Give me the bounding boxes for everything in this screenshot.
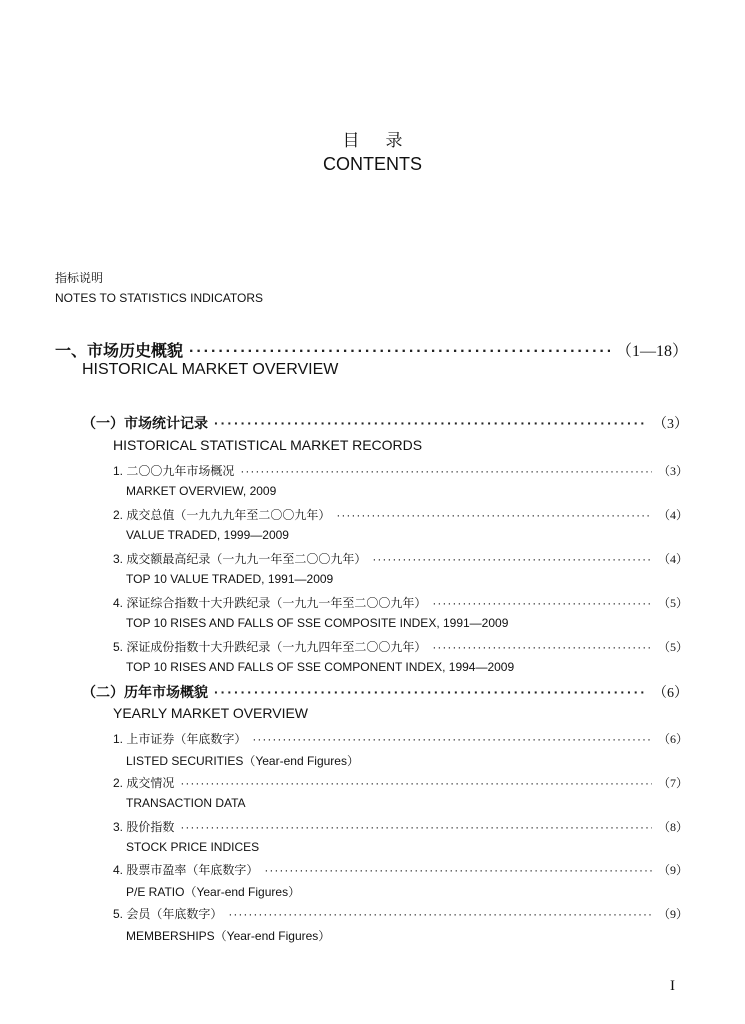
toc-page: （7） (657, 776, 688, 790)
toc-page: （6） (657, 732, 688, 746)
dot-leader (432, 596, 652, 610)
toc-label-en: TOP 10 VALUE TRADED, 1991—2009 (126, 572, 334, 586)
toc-label: 5. 深证成份指数十大升跌纪录（一九九四年至二〇〇九年） (113, 640, 427, 654)
dot-leader (336, 508, 652, 522)
toc-label-en: TOP 10 RISES AND FALLS OF SSE COMPONENT INDEX, 1994—2009 (126, 660, 515, 674)
toc-label: 一、市场历史概貌 (55, 343, 184, 360)
dot-leader (180, 820, 652, 834)
notes-title-cn: 指标说明 (55, 271, 104, 285)
toc-page: （4） (657, 552, 688, 566)
toc-label: 3. 成交额最高纪录（一九九一年至二〇〇九年） (113, 552, 367, 566)
toc-item[interactable] (113, 462, 688, 479)
toc-label-en: HISTORICAL MARKET OVERVIEW (82, 361, 339, 378)
toc-item[interactable] (113, 861, 688, 878)
toc-label-en: P/E RATIO（Year-end Figures） (126, 885, 301, 899)
toc-label: 4. 股票市盈率（年底数字） (113, 863, 259, 877)
toc-page: （5） (657, 596, 688, 610)
dot-leader (214, 684, 647, 700)
toc-item[interactable] (113, 506, 688, 523)
toc-label: （二）历年市场概貌 (82, 684, 208, 700)
toc-label-en: MEMBERSHIPS（Year-end Figures） (126, 929, 331, 943)
toc-label-en: VALUE TRADED, 1999—2009 (126, 528, 289, 542)
toc-label-en: TRANSACTION DATA (126, 796, 246, 810)
dot-leader (180, 776, 652, 790)
dot-leader (252, 732, 652, 746)
toc-label-en: TOP 10 RISES AND FALLS OF SSE COMPOSITE INDEX, 1991—2009 (126, 616, 509, 630)
toc-label: 1. 二〇〇九年市场概况 (113, 464, 235, 478)
toc-entry-section-1[interactable] (55, 338, 688, 361)
toc-label-en: STOCK PRICE INDICES (126, 840, 260, 854)
toc-label: 2. 成交总值（一九九九年至二〇〇九年） (113, 508, 331, 522)
toc-label: 5. 会员（年底数字） (113, 907, 223, 921)
dot-leader (214, 415, 647, 431)
page-title-en: CONTENTS (323, 154, 422, 174)
toc-label-en: LISTED SECURITIES（Year-end Figures） (126, 754, 359, 768)
toc-label: （一）市场统计记录 (82, 415, 208, 431)
toc-item[interactable] (113, 594, 688, 611)
toc-item[interactable] (113, 730, 688, 747)
toc-entry-subsection-1[interactable] (82, 413, 688, 433)
page-title-cn: 目录 (342, 131, 429, 150)
toc-item[interactable] (113, 774, 688, 791)
toc-page: （9） (657, 863, 688, 877)
toc-label-en: YEARLY MARKET OVERVIEW (113, 705, 309, 721)
dot-leader (189, 343, 610, 361)
toc-item[interactable] (113, 550, 688, 567)
toc-label-en: HISTORICAL STATISTICAL MARKET RECORDS (113, 437, 423, 453)
toc-label: 1. 上市证券（年底数字） (113, 732, 247, 746)
toc-entry-subsection-2[interactable] (82, 682, 688, 702)
toc-label: 2. 成交情况 (113, 776, 175, 790)
toc-label: 4. 深证综合指数十大升跌纪录（一九九一年至二〇〇九年） (113, 596, 427, 610)
dot-leader (240, 464, 652, 478)
notes-title-en: NOTES TO STATISTICS INDICATORS (55, 291, 264, 305)
toc-item[interactable] (113, 638, 688, 655)
toc-item[interactable] (113, 818, 688, 835)
toc-page: （1—18） (615, 343, 688, 360)
toc-page: （9） (657, 907, 688, 921)
toc-label-en: MARKET OVERVIEW, 2009 (126, 484, 277, 498)
dot-leader (228, 907, 652, 921)
dot-leader (432, 640, 652, 654)
dot-leader (264, 863, 652, 877)
toc-page: （5） (657, 640, 688, 654)
toc-page: （6） (653, 686, 688, 701)
toc-page: （3） (653, 417, 688, 432)
page-number: I (670, 978, 675, 994)
toc-page: （4） (657, 508, 688, 522)
toc-item[interactable] (113, 905, 688, 922)
dot-leader (372, 552, 652, 566)
toc-label: 3. 股价指数 (113, 820, 175, 834)
toc-page: （8） (657, 820, 688, 834)
toc-page: （3） (657, 464, 688, 478)
